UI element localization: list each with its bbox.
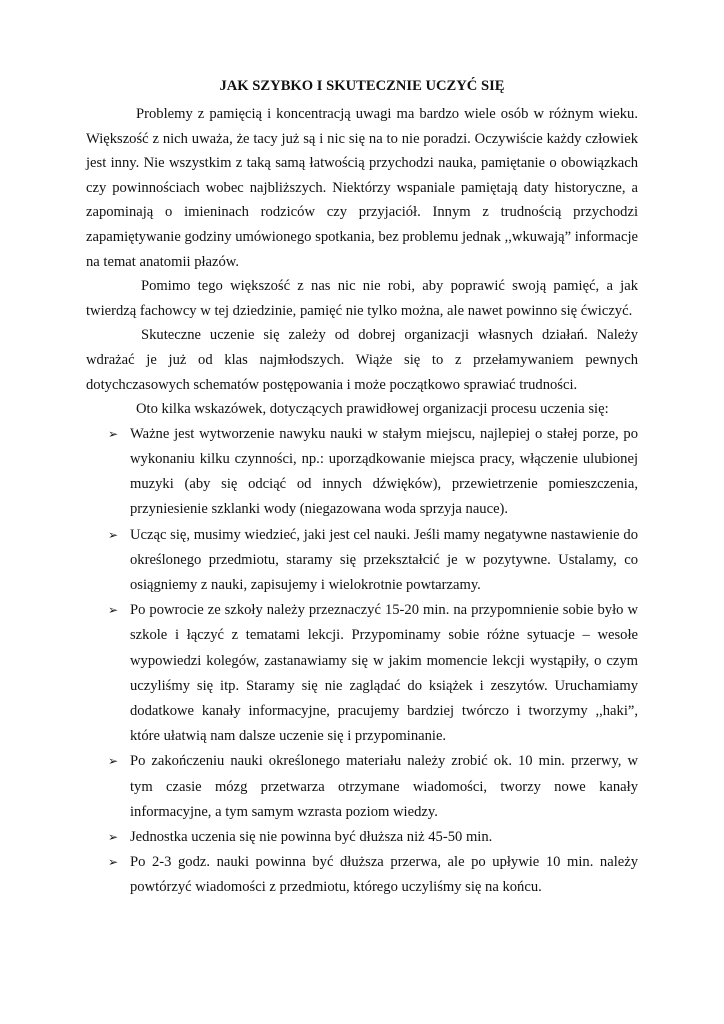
arrow-bullet-icon: ➢ bbox=[108, 527, 119, 542]
tip-text: Jednostka uczenia się nie powinna być dłuższa niż 45-50 min. bbox=[130, 828, 493, 845]
arrow-bullet-icon: ➢ bbox=[108, 603, 119, 618]
tip-text: Po zakończeniu nauki określonego materiału należy zrobić ok. 10 min. przerwy, w tym czasie mózg przetwarza otrzymane wiadomości, tworzy nowe kanały informacyjne, a tym samym wzrasta poziom wiedzy. bbox=[130, 753, 638, 820]
tips-list bbox=[86, 422, 638, 901]
list-item bbox=[86, 598, 638, 749]
list-item bbox=[86, 749, 638, 825]
tip-text: Po powrocie ze szkoły należy przeznaczyć 15-20 min. na przypomnienie sobie było w szkole i łączyć z tematami lekcji. Przypominamy sobie różne sytuacje – wesołe wypowiedzi kolegów, zastanawiamy się w jakim momencie lekcji wystąpiły, o czym uczyliśmy się itp. Staramy się nie zaglądać do książek i zeszytów. Uruchamiamy dodatkowe kanały informacyjne, pracujemy bardziej twórczo i tworzymy ,,haki”, które ułatwią nam dalsze uczenie się i przypominanie. bbox=[130, 602, 638, 745]
paragraph-organization: Skuteczne uczenie się zależy od dobrej organizacji własnych działań. Należy wdrażać je już od klas najmłodszych. Wiąże się to z przełamywaniem pewnych dotychczasowych schematów postępowania i może początkowo sprawiać trudności. bbox=[86, 327, 638, 393]
paragraph-memory-training: Pomimo tego większość z nas nic nie robi, aby poprawić swoją pamięć, a jak twierdzą fachowcy w tej dziedzinie, pamięć nie tylko można, ale nawet powinno się ćwiczyć. bbox=[86, 278, 638, 319]
document-body bbox=[86, 77, 638, 901]
paragraph-memory-problems: Problemy z pamięcią i koncentracją uwagi ma bardzo wiele osób w różnym wieku. Większość z nich uważa, że tacy już są i nic się na to nie poradzi. Oczywiście każdy człowiek jest inny. Nie wszystkim z taką samą łatwością przychodzi nauka, pamiętanie o obowiązkach czy powinnościach wobec najbliższych. Niektórzy wspaniale pamiętają daty historyczne, a zapominają o imieninach rodziców czy przyjaciół. Innym z trudnością przychodzi zapamiętywanie godziny umówionego spotkania, bez problemu jednak ,,wkuwają” informacje na temat anatomii płazów. bbox=[86, 106, 638, 270]
arrow-bullet-icon: ➢ bbox=[108, 426, 119, 441]
tip-text: Ucząc się, musimy wiedzieć, jaki jest cel nauki. Jeśli mamy negatywne nastawienie do określonego przedmiotu, staramy się przekształcić je w pozytywne. Ustalamy, co osiągniemy z nauki, zapisujemy i wielokrotnie powtarzamy. bbox=[130, 526, 638, 593]
paragraph-tips-intro: Oto kilka wskazówek, dotyczących prawidłowej organizacji procesu uczenia się: bbox=[136, 401, 609, 418]
arrow-bullet-icon: ➢ bbox=[108, 754, 119, 769]
tip-text: Po 2-3 godz. nauki powinna być dłuższa przerwa, ale po upływie 10 min. należy powtórzyć wiadomości z przedmiotu, którego uczyliśmy się na końcu. bbox=[130, 854, 638, 896]
arrow-bullet-icon: ➢ bbox=[108, 829, 119, 844]
list-item bbox=[86, 850, 638, 900]
list-item bbox=[86, 523, 638, 599]
arrow-bullet-icon: ➢ bbox=[108, 855, 119, 870]
tip-text: Ważne jest wytworzenie nawyku nauki w stałym miejscu, najlepiej o stałej porze, po wykonaniu kilku czynności, np.: uporządkowanie miejsca pracy, włączenie ulubionej muzyki (aby się odciąć od innych dźwięków), przewietrzenie pomieszczenia, przyniesienie szklanki wody (niegazowana woda sprzyja nauce). bbox=[130, 425, 638, 518]
document-title: JAK SZYBKO I SKUTECZNIE UCZYĆ SIĘ bbox=[219, 78, 505, 94]
list-item bbox=[86, 825, 638, 850]
list-item bbox=[86, 422, 638, 523]
